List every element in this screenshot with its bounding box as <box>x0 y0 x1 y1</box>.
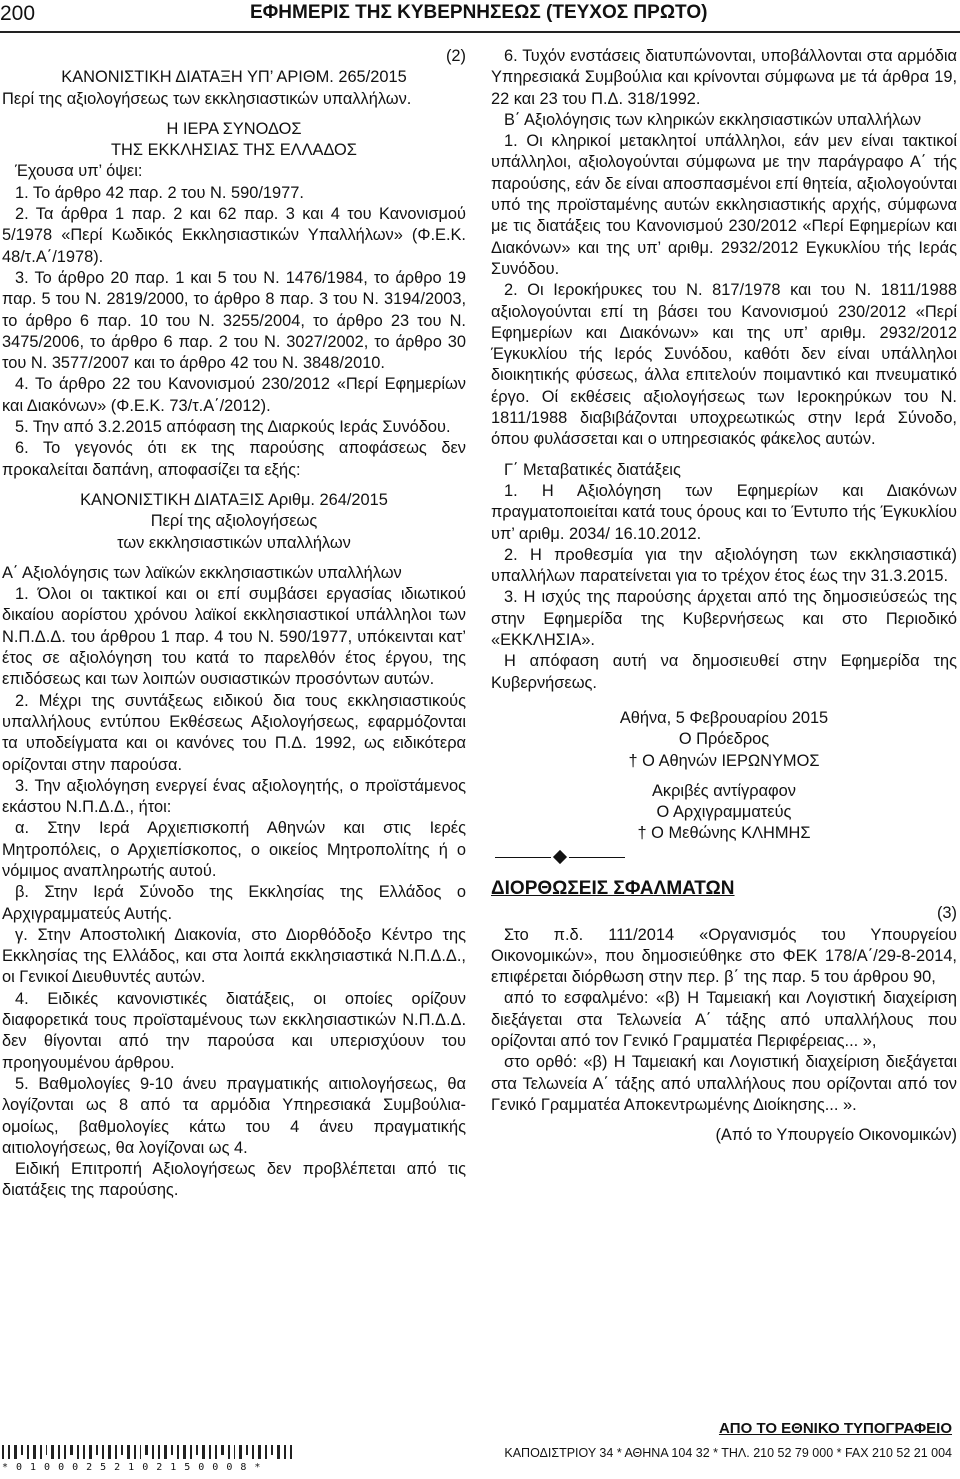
article-a1: 1. Όλοι οι τακτικοί και οι επί συμβάσει εργασίας ιδιωτικού δικαίου αορίστου χρόνου λαϊκοί εκκλησιαστικοί υπάλληλοι των Ν.Π.Δ.Δ. του άρθρου 1 παρ. 4 του Ν. 590/1977, υπόκεινται κατ’ έτος σε αξιολόγηση του κατά το παρελθόν έτος έργου, της επιδόσεως και των λοιπών ουσιαστικών προσόντων αυτών. <box>2 585 466 689</box>
barcode-digits: *01000252102150008* <box>2 1462 269 1473</box>
article-a3: 3. Την αξιολόγηση ενεργεί ένας αξιολογητής, ο προϊστάμενος εκάστου Ν.Π.Δ.Δ., ήτοι: <box>2 776 466 817</box>
article-g3: 3. Η ισχύς της παρούσης άρχεται από της δημοσιεύσεώς της στην Εφημερίδα της Κυβερνήσεως και στο Περιοδικό «ΕΚΚΛΗΣΙΑ». <box>491 588 957 650</box>
publication-order: Η απόφαση αυτή να δημοσιευθεί στην Εφημερίδα της Κυβερνήσεως. <box>491 652 957 692</box>
rule2-subtitle-2: των εκκλησιαστικών υπαλλήλων <box>117 533 351 552</box>
errata-number: (3) <box>936 904 957 923</box>
section-a-heading: Α΄ Αξιολόγησις των λαϊκών εκκλησιαστικών υπαλλήλων <box>2 563 402 582</box>
consideration-6: 6. Το γεγονός ότι εκ της παρούσης αποφάσεως δεν προκαλείται δαπάνη, αποφασίζει τα εξής: <box>2 439 466 479</box>
chief-secretary-role: Ο Αρχιγραμματεύς <box>656 803 792 822</box>
section-separator <box>491 847 957 868</box>
consideration-4: 4. Το άρθρο 22 του Κανονισμού 230/2012 «Περί Εφημερίων και Διακόνων» (Φ.Ε.Κ. 73/τ.Α΄/2012). <box>2 375 466 415</box>
article-b1: 1. Οι κληρικοί μετακλητοί υπάλληλοι, εάν μεν είναι τακτικοί υπάλληλοι, αξιολογούνται σύμφωνα με την παράγραφο Α΄ τής παρούσης, εάν δε είναι αποσπασμένοι επί θητεία, αξιολογούνται υπό της προϊσταμένης αυτών εκκλησιαστικής αρχής, σύμφωνα με τις διατάξεις του Κανονισμού 230/2012 «Περί Εφημερίων και Διακόνων» και της υπ’ αριθμ. 2932/2012 Εγκυκλίου τής Ιεράς Συνόδου. <box>491 132 957 278</box>
printer-address: ΚΑΠΟΔΙΣΤΡΙΟΥ 34 * ΑΘΗΝΑ 104 32 * ΤΗΛ. 210 52 79 000 * FAX 210 52 21 004 <box>504 1446 952 1460</box>
article-a3-beta: β. Στην Ιερά Σύνοδο της Εκκλησίας της Ελλάδος ο Αρχιγραμματεύς Αυτής. <box>2 883 466 923</box>
article-b2: 2. Οι Ιεροκήρυκες του Ν. 817/1978 και του Ν. 1811/1988 αξιολογούνται επί τη βάσει του Κανονισμού 230/2012 «Περί Εφημερίων και Διακόνων» και της υπ’ αριθμ. 2932/2012 Έγκυκλίου τής Ιερός Συνόδου, καθότι δεν είναι υπάλληλοι διοικητικής φύσεως, άλλα επιτελούν ποιμαντικό και πνευματικό έργο. Οί εκθέσεις αξιολογήσεως των Ιεροκηρύκων του Ν. 1811/1988 διαβιβάζονται υποχρεωτικώς στην Ιερά Σύνοδο, όπου φυλάσσεται και ο υπηρεσιακός φάκελος αυτών. <box>491 281 957 449</box>
article-a3-gamma: γ. Στην Αποστολική Διακονία, στο Διορθόδοξο Κέντρο της Εκκλησίας της Ελλάδος, και στα λοιπά εκκλησιαστικά Ν.Π.Δ.Δ., οι Γενικοί Διευθυντές αυτών. <box>2 925 466 987</box>
consideration-1: 1. Το άρθρο 42 παρ. 2 του Ν. 590/1977. <box>15 183 304 202</box>
signatory-role: Ο Πρόεδρος <box>678 730 770 749</box>
gazette-title: ΕΦΗΜΕΡΙΣ ΤΗΣ ΚΥΒΕΡΝΗΣΕΩΣ (ΤΕΥΧΟΣ ΠΡΩΤΟ) <box>250 2 708 23</box>
header-rule <box>0 31 960 33</box>
considering-intro: Έχουσα υπ’ όψει: <box>15 162 143 181</box>
errata-intro: Στο π.δ. 111/2014 «Οργανισμός του Υπουργείου Οικονομικών», που δημοσιεύθηκε στο ΦΕΚ 178/Α΄/29-8-2014, επιφέρεται διόρθωση στην περ. β΄ της παρ. 5 του άρθρου 90, <box>491 925 957 987</box>
chief-secretary-name: † Ο Μεθώνης ΚΛΗΜΗΣ <box>637 824 811 843</box>
page-header <box>0 0 960 30</box>
right-column <box>491 46 957 1147</box>
article-a2: 2. Μέχρι της συντάξεως ειδικού δια τους εκκλησιαστικούς υπαλλήλους εντύπου Εκθέσεως Αξιολογήσεως, εφαρμόζονται τα υποδείγματα και οι κανόνες του Π.Δ. 1992, ως ειδικότερα ορίζονται στην παρούσα. <box>2 691 466 774</box>
issuer-line-2: ΤΗΣ ΕΚΚΛΗΣΙΑΣ ΤΗΣ ΕΛΛΑΔΟΣ <box>111 141 357 160</box>
article-a4: 4. Ειδικές κανονιστικές διατάξεις, οι οποίες ορίζουν διαφορετικά τους προϊσταμένους των εκκλησιαστικών Ν.Π.Δ.Δ. δεν θίγονται από την παρούσα και υπερισχύουν του προηγουμένου άρθρου. <box>2 989 466 1072</box>
rule2-title: ΚΑΝΟΝΙΣΤΙΚΗ ΔΙΑΤΑΞΙΣ Αριθμ. 264/2015 <box>80 490 388 509</box>
article-a5: 5. Βαθμολογίες 9-10 άνευ πραγματικής αιτιολογήσεως, θα λογίζονται ως 8 από τα αρμόδια Υπηρεσιακά Συμβούλια- ομοίως, βαθμολογίες κάτω του 4 άνευ πραγματικής αιτιολογήσεως, θα λογίζοναι ως 4. <box>2 1074 466 1157</box>
signatory-name: † Ο Αθηνών ΙΕΡΩΝΥΜΟΣ <box>628 751 820 770</box>
left-column <box>2 46 466 1202</box>
consideration-3: 3. Το άρθρο 20 παρ. 1 και 5 του Ν. 1476/1984, το άρθρο 19 παρ. 5 του Ν. 2819/2000, το άρθρο 8 παρ. 3 του Ν. 3194/2003, το άρθρο 6 παρ. 10 του Ν. 3255/2004, το άρθρο 23 του Ν. 3475/2006, το άρθρο 6 παρ. 2 του Ν. 3027/2002, το άρθρο 30 του Ν. 3577/2007 και το άρθρο 42 του Ν. 3848/2010. <box>2 268 466 373</box>
section-c-heading: Γ΄ Μεταβατικές διατάξεις <box>504 460 681 479</box>
article-g2: 2. Η προθεσμία για την αξιολόγηση των εκκλησιαστικά) υπαλλήλων παρατείνεται για το τρέχον έτος έως την 31.3.2015. <box>491 545 957 586</box>
errata-source: (Από το Υπουργείο Οικονομικών) <box>715 1126 957 1145</box>
certified-copy: Ακριβές αντίγραφον <box>651 781 796 800</box>
errata-correct: στο ορθό: «β) Η Ταμειακή και Λογιστική διαχείριση διεξάγεται στα Τελωνεία Α΄ τάξης από υπαλλήλους που ορίζονται από τον Γενικό Γραμματέα Αποκεντρωμένης Διοίκησης... ». <box>491 1053 957 1114</box>
place-date: Αθήνα, 5 Φεβρουαρίου 2015 <box>619 708 829 727</box>
page-number: 200 <box>0 2 36 25</box>
page-footer <box>0 1418 960 1479</box>
article-a3-alpha: α. Στην Ιερά Αρχιεπισκοπή Αθηνών και στις Ιερές Μητροπόλεις, ο Αρχιεπίσκοπος, ο οικείος Μητροπολίτης ή ο νόμιμος αναπληρωτής αυτού. <box>2 819 466 880</box>
consideration-2: 2. Τα άρθρα 1 παρ. 2 και 62 παρ. 3 και 4 του Κανονισμού 5/1978 «Περί Κωδικός Εκκλησιαστικών Υπαλλήλων» (Φ.Ε.Κ. 48/τ.Α΄/1978). <box>2 205 466 266</box>
consideration-5: 5. Την από 3.2.2015 απόφαση της Διαρκούς Ιεράς Συνόδου. <box>15 418 451 437</box>
errata-wrong: από το εσφαλμένο: «β) Η Ταμειακή και Λογιστική διαχείριση διεξάγεται στα Τελωνεία Α΄ τάξης από υπαλλήλους που ορίζονται από τον Γενικό Γραμματέα Περιφέρειας... », <box>491 989 957 1051</box>
diamond-icon <box>553 850 567 864</box>
printer-title: ΑΠΟ ΤΟ ΕΘΝΙΚΟ ΤΥΠΟΓΡΑΦΕΙΟ <box>718 1420 952 1437</box>
errata-title: ΔΙΟΡΘΩΣΕΙΣ ΣΦΑΛΜΑΤΩΝ <box>491 877 735 899</box>
section-b-heading: Β΄ Αξιολόγησις των κληρικών εκκλησιαστικών υπαλλήλων <box>504 110 922 129</box>
rule2-subtitle-1: Περί της αξιολογήσεως <box>150 512 318 531</box>
rule-title: ΚΑΝΟΝΙΣΤΙΚΗ ΔΙΑΤΑΞΗ ΥΠ’ ΑΡΙΘΜ. 265/2015 <box>61 68 407 87</box>
article-g1: 1. Η Αξιολόγηση των Εφημερίων και Διακόνων πραγματοποιείται κατά τους όρους και το Έντυπο τής Έγκυκλίου υπ’ αριθμ. 2034/ 16.10.2012. <box>491 481 957 543</box>
issuer-line-1: Η ΙΕΡΑ ΣΥΝΟΔΟΣ <box>166 119 302 138</box>
rule-subject: Περί της αξιολογήσεως των εκκλησιαστικών υπαλλήλων. <box>2 89 412 108</box>
article-a-6: 6. Τυχόν ενστάσεις διατυπώνονται, υποβάλλονται στα αρμόδια Υπηρεσιακά Συμβούλια και κρίνονται σύμφωνα με τά άρθρα 19, 22 και 23 του Π.Δ. 318/1992. <box>491 47 957 108</box>
article-a6: Ειδική Επιτροπή Αξιολογήσεως δεν προβλέπεται από τις διατάξεις της παρούσης. <box>2 1160 466 1200</box>
section-number: (2) <box>445 47 466 65</box>
